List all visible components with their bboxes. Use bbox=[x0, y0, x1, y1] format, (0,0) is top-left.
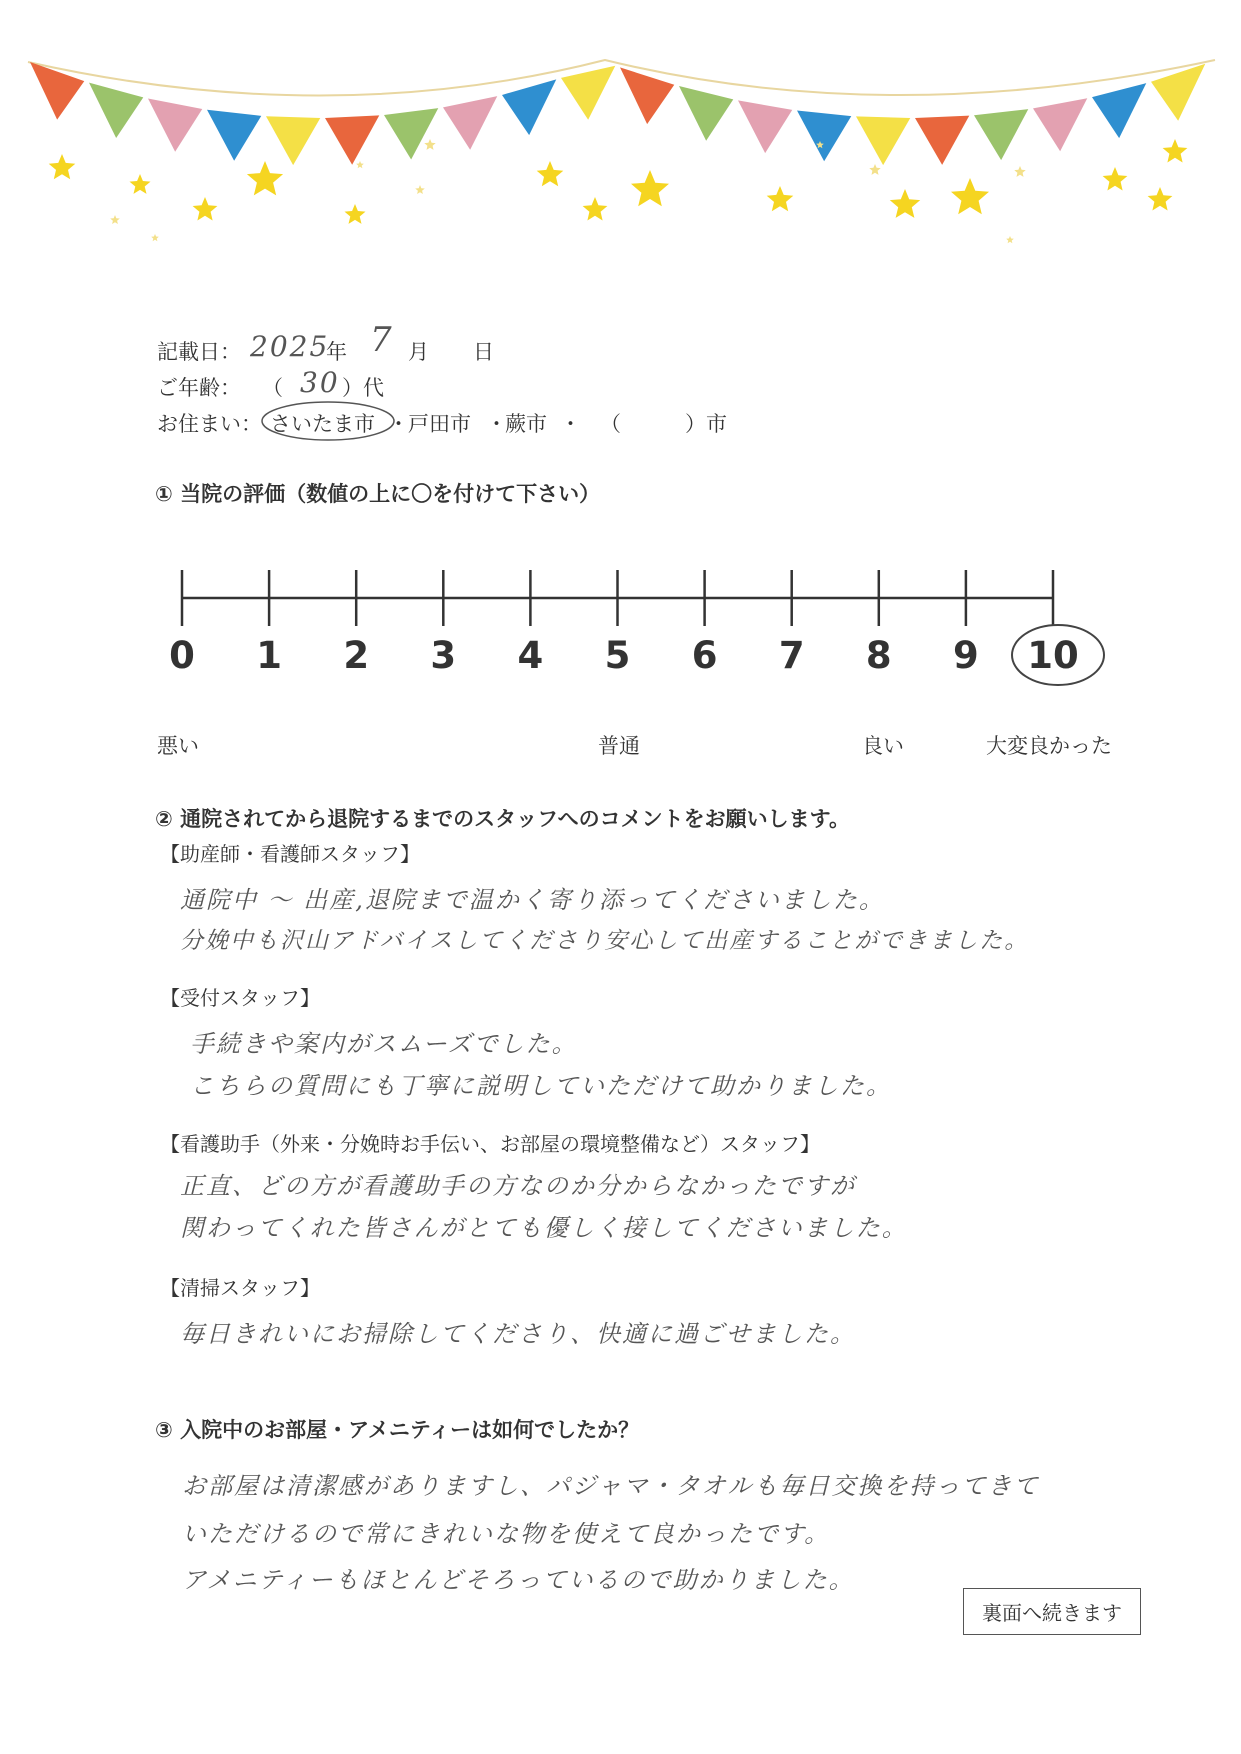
scale-anchor-very-good: 大変良かった bbox=[986, 734, 1112, 758]
section-label-cleaning: 【清掃スタッフ】 bbox=[160, 1276, 320, 1300]
bunting-flag bbox=[148, 99, 202, 152]
star-icon bbox=[49, 154, 76, 179]
star-icon bbox=[631, 170, 669, 206]
scale-tick-label: 10 bbox=[1027, 634, 1079, 677]
q1-title: ① 当院の評価（数値の上に〇を付けて下さい） bbox=[155, 482, 601, 506]
day-unit: 日 bbox=[473, 340, 494, 364]
bunting-flag bbox=[30, 62, 84, 120]
comment-line: 関わってくれた皆さんがとても優しく接してくださいました。 bbox=[180, 1214, 908, 1242]
date-label: 記載日： bbox=[157, 340, 241, 364]
comment-line: 正直、どの方が看護助手の方なのか分からなかったですが bbox=[180, 1172, 856, 1200]
star-icon bbox=[951, 178, 989, 214]
date-month-value: 7 bbox=[370, 320, 394, 360]
city-other-close: ）市 bbox=[685, 412, 727, 436]
city-separator: ・ bbox=[486, 412, 507, 436]
scale-tick-label: 4 bbox=[517, 634, 544, 677]
bunting-flag bbox=[915, 116, 969, 165]
bunting-flag bbox=[443, 96, 497, 150]
scale-tick-label: 0 bbox=[169, 634, 195, 677]
continue-note: 裏面へ続きます bbox=[963, 1588, 1141, 1635]
scale-tick-label: 6 bbox=[691, 634, 718, 677]
star-icon bbox=[1148, 187, 1173, 211]
comment-line: 手続きや案内がスムーズでした。 bbox=[190, 1030, 578, 1058]
section-label-reception: 【受付スタッフ】 bbox=[160, 986, 320, 1010]
scale-anchor-bad: 悪い bbox=[157, 734, 199, 758]
bunting-flag bbox=[679, 86, 733, 141]
comment-line: いただけるので常にきれいな物を使えて良かったです。 bbox=[182, 1520, 831, 1548]
city-toda: 戸田市 bbox=[408, 412, 471, 436]
scale-tick-label: 5 bbox=[604, 634, 631, 677]
bunting-flag bbox=[561, 66, 615, 120]
bunting-flag bbox=[384, 108, 438, 159]
q3-title: ③ 入院中のお部屋・アメニティーは如何でしたか？ bbox=[155, 1418, 640, 1442]
city-other-open: （ bbox=[600, 412, 621, 436]
bunting-flag bbox=[856, 116, 910, 165]
comment-line: こちらの質問にも丁寧に説明していただけて助かりました。 bbox=[190, 1072, 892, 1100]
bunting-flag bbox=[1033, 98, 1087, 151]
star-icon bbox=[151, 234, 159, 241]
bunting-flag bbox=[974, 109, 1028, 160]
star-icon bbox=[356, 161, 364, 168]
city-saitama: さいたま市 bbox=[270, 412, 375, 436]
selected-city-circle bbox=[258, 398, 398, 444]
star-icon bbox=[890, 189, 920, 218]
star-icon bbox=[110, 215, 120, 224]
bunting-flag bbox=[89, 83, 143, 138]
comment-line: 通院中 ～ 出産,退院まで温かく寄り添ってくださいました。 bbox=[180, 886, 885, 914]
city-separator: ・ bbox=[560, 412, 581, 436]
bunting-flag bbox=[1092, 83, 1146, 138]
year-unit: 年 bbox=[326, 340, 347, 364]
star-icon bbox=[424, 139, 435, 150]
scale-tick-label: 3 bbox=[430, 634, 457, 677]
scale-tick-label: 1 bbox=[256, 634, 282, 677]
age-label: ご年齢： bbox=[157, 376, 241, 400]
star-icon bbox=[869, 164, 880, 175]
age-value: 30 bbox=[300, 366, 340, 399]
date-year-value: 2025 bbox=[250, 330, 330, 363]
comment-line: 毎日きれいにお掃除してくださり、快適に過ごせました。 bbox=[180, 1320, 856, 1348]
rating-scale bbox=[0, 550, 1241, 690]
bunting-flag bbox=[620, 67, 674, 124]
star-icon bbox=[1006, 236, 1014, 243]
q2-title: ② 通院されてから退院するまでのスタッフへのコメントをお願いします。 bbox=[155, 807, 850, 831]
scale-tick-label: 2 bbox=[343, 634, 370, 677]
bunting-flag bbox=[738, 100, 792, 153]
star-icon bbox=[345, 204, 366, 224]
month-unit: 月 bbox=[408, 340, 429, 364]
bunting-flag bbox=[207, 110, 261, 161]
star-icon bbox=[537, 161, 564, 186]
scale-anchor-normal: 普通 bbox=[598, 734, 640, 758]
bunting-flag bbox=[266, 116, 320, 165]
age-close-paren: ）代 bbox=[342, 376, 384, 400]
scale-tick-label: 7 bbox=[778, 634, 805, 677]
scale-tick-label: 9 bbox=[953, 634, 979, 677]
scale-tick-label: 8 bbox=[865, 634, 892, 677]
city-warabi: 蕨市 bbox=[505, 412, 547, 436]
star-icon bbox=[1014, 166, 1025, 177]
bunting-flag bbox=[502, 79, 556, 135]
bunting-flag bbox=[1151, 64, 1205, 121]
star-icon bbox=[415, 185, 425, 194]
comment-line: アメニティーもほとんどそろっているので助かりました。 bbox=[182, 1566, 855, 1594]
star-icon bbox=[130, 174, 151, 194]
star-icon bbox=[1163, 139, 1188, 163]
age-open-paren: （ bbox=[262, 376, 283, 400]
section-label-assistant: 【看護助手（外来・分娩時お手伝い、お部屋の環境整備など）スタッフ】 bbox=[160, 1132, 820, 1156]
star-icon bbox=[767, 186, 794, 211]
star-icon bbox=[1103, 167, 1128, 191]
bunting-flag bbox=[797, 111, 851, 162]
bunting-flag bbox=[325, 115, 379, 164]
scale-anchor-good: 良い bbox=[862, 734, 904, 758]
comment-line: 分娩中も沢山アドバイスしてくださり安心して出産することができました。 bbox=[180, 928, 1030, 954]
bunting-decoration bbox=[0, 0, 1241, 260]
star-icon bbox=[583, 197, 608, 221]
section-label-midwife: 【助産師・看護師スタッフ】 bbox=[160, 842, 420, 866]
city-separator: ・ bbox=[388, 412, 409, 436]
star-icon bbox=[247, 161, 283, 195]
comment-line: お部屋は清潔感がありますし、パジャマ・タオルも毎日交換を持ってきて bbox=[182, 1472, 1040, 1500]
address-label: お住まい： bbox=[157, 412, 262, 436]
star-icon bbox=[193, 197, 218, 221]
